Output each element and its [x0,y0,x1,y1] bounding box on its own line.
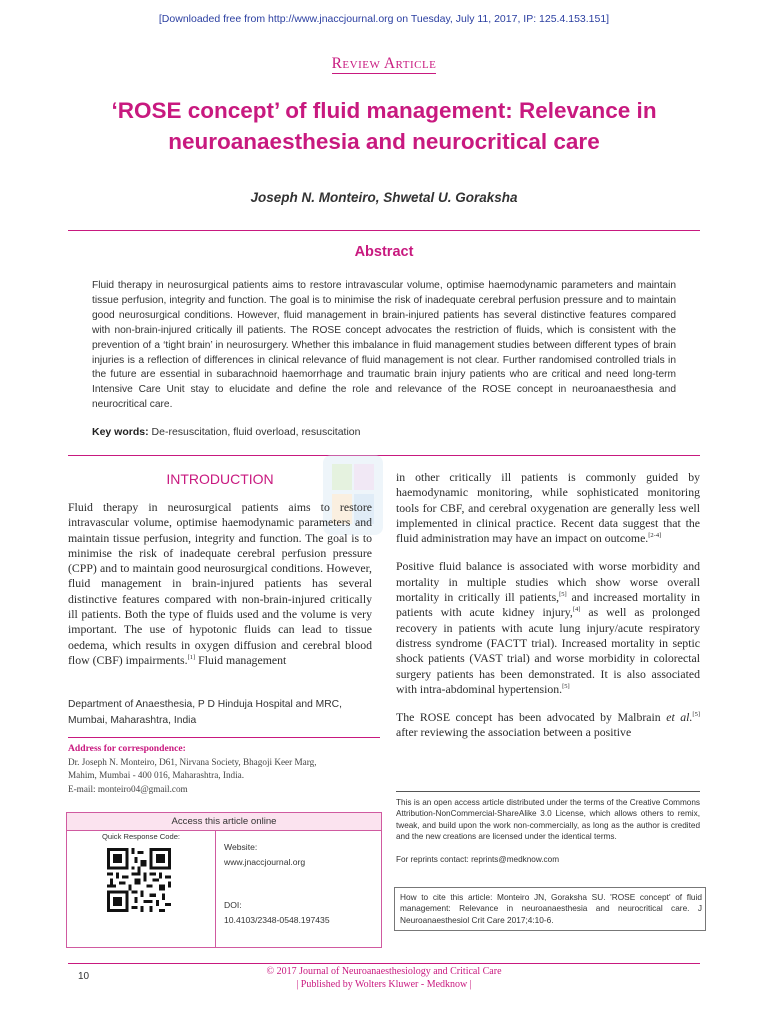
paragraph-text: after reviewing the association between a positive [396,725,632,740]
citation-ref: [5] [692,711,700,719]
introduction-paragraph [68,500,372,668]
website-label: Website: [224,842,258,852]
paragraph-text: as well as prolonged recovery in patients with acute lung injury/acute respiratory distress syndrome (FACTT trial). Increased mortality in septic shock patients (VAST trial) and worse morbidity in colorectal surgery patients has been demonstrated. It is also associated with intra-abdominal hypertension. [396,605,700,696]
introduction-text: Fluid therapy in neurosurgical patients aims to restore intravascular volume, optimise haemodynamic parameters and maintain tissue perfusion, integrity and function. The goal is to minimise the risk of inadequate cerebral perfusion pressure (CPP) and to maintain good neurosurgical conditions. However, fluid management in brain-injured patients has several distinctive features compared with non-brain-injured critically ill patients. Both the type of fluids used and the volume is very important. The use of hypotonic fluids can lead to tissue oedema, which results in oxygen diffusion and cerebral blood flow (CBF) impairments. [68,500,372,667]
introduction-tail: Fluid management [195,652,287,667]
license-divider [396,791,700,792]
paragraph-text: in other critically ill patients is commonly guided by haemodynamic monitoring, while sophisticated monitoring tools for CBF, and cerebral oxygenation are generally less well implemented in clinical practice. Recent data suggest that the fluid administration may have an impact on outcome. [396,470,700,546]
article-type-text: Review Article [331,55,437,72]
article-type-label [0,55,768,73]
copyright-line: © 2017 Journal of Neuroanaesthesiology and Critical Care [266,966,502,977]
correspondence-line: Dr. Joseph N. Monteiro, D61, Nirvana Society, Bhagoji Keer Marg, [68,756,317,767]
citation-ref: [1] [187,654,196,662]
correspondence-block [68,742,378,796]
citation-box: How to cite this article: Monteiro JN, Goraksha SU. 'ROSE concept' of fluid management: Relevance in neuroanaesthesia and neurocritical care. J Neuroanaesthesiol Crit Care 2017;4:10-6. [394,887,706,931]
journal-footer [0,966,768,991]
body-paragraph [396,559,700,697]
reprints-contact: For reprints contact: reprints@medknow.com [396,855,560,864]
access-box-divider [215,831,216,947]
qr-code-label: Quick Response Code: [101,832,181,841]
access-box-heading: Access this article online [67,813,381,831]
right-column [396,470,700,741]
introduction-heading: INTRODUCTION [166,471,274,487]
page-number: 10 [78,971,90,982]
correspondence-line: Mahim, Mumbai - 400 016, Maharashtra, India. [68,770,245,780]
abstract-heading: Abstract [354,244,414,260]
title-divider [68,230,700,231]
access-online-box [66,812,382,948]
citation-ref: [5] [559,591,567,599]
body-paragraph [396,470,700,546]
website-link[interactable]: www.jnaccjournal.org [224,857,306,867]
abstract-body: Fluid therapy in neurosurgical patients aims to restore intravascular volume, optimise haemodynamic parameters and maintain tissue perfusion, integrity and function. The goal is to minimise the risk of inadequate cerebral perfusion pressure and to maintain good neurosurgical conditions. However, fluid management in brain-injured patients has several distinctive features compared with non-brain-injured critically ill patients. The ROSE concept advocates the restriction of fluids, which is consistent with the prevention of a ‘tight brain’ in neurosurgery. Whether this imbalance in fluid management studies between different types of brain injuries is a reflection of differences in clinical relevance of fluid management is not clear. Further randomised controlled trials in the future are essential in subarachnoid haemorrhage and traumatic brain injury patients who are critical and need long-term Intensive Care Unit stay to elucidate and define the role and relevance of the ROSE concept in neuroanaesthesia and neurocritical care. [92,280,676,411]
footer-divider [68,963,700,964]
paragraph-text: The ROSE concept has been advocated by Malbrain [396,710,667,725]
article-title: ‘ROSE concept’ of fluid management: Relevance in neuroanaesthesia and neurocritical care [111,98,657,154]
qr-code-icon[interactable] [107,848,171,912]
license-notice: This is an open access article distributed under the terms of the Creative Commons Attribution-NonCommercial-ShareAlike 3.0 License, which allows others to remix, tweak, and build upon the work non-commercially, as long as the author is credited and the new creations are licensed under the identical terms. [396,798,700,842]
correspondence-email[interactable]: E-mail: monteiro04@gmail.com [68,783,188,794]
keywords [92,426,676,438]
correspondence-title: Address for correspondence: [68,743,186,754]
citation-ref: [2-4] [648,532,662,540]
affiliation-line: Mumbai, Maharashtra, India [68,714,197,726]
citation-ref: [5] [562,682,570,690]
doi-link[interactable]: 10.4103/2348-0548.197435 [224,915,330,925]
paragraph-text: and increased mortality in patients with acute kidney injury, [396,590,701,620]
doi-block [224,898,330,928]
keywords-text: De-resuscitation, fluid overload, resuscitation [151,426,361,438]
doi-label: DOI: [224,900,242,910]
affiliation [68,697,378,728]
keywords-label: Key words: [92,426,149,438]
citation-ref: [4] [572,606,581,614]
publisher-line: | Published by Wolters Kluwer - Medknow | [296,978,472,990]
website-block [224,840,305,870]
paragraph-text: Positive fluid balance is associated with worse morbidity and mortality in multiple studies which show worse overall mortality in critically ill patients, [396,559,700,605]
author-list: Joseph N. Monteiro, Shwetal U. Goraksha [250,190,518,205]
body-paragraph [396,710,700,741]
et-al: et al. [666,710,693,725]
download-notice: [Downloaded free from http://www.jnaccjournal.org on Tuesday, July 11, 2017, IP: 125.4.153.151] [158,13,610,25]
correspondence-divider [68,737,380,738]
affiliation-line: Department of Anaesthesia, P D Hinduja Hospital and MRC, [68,699,342,710]
